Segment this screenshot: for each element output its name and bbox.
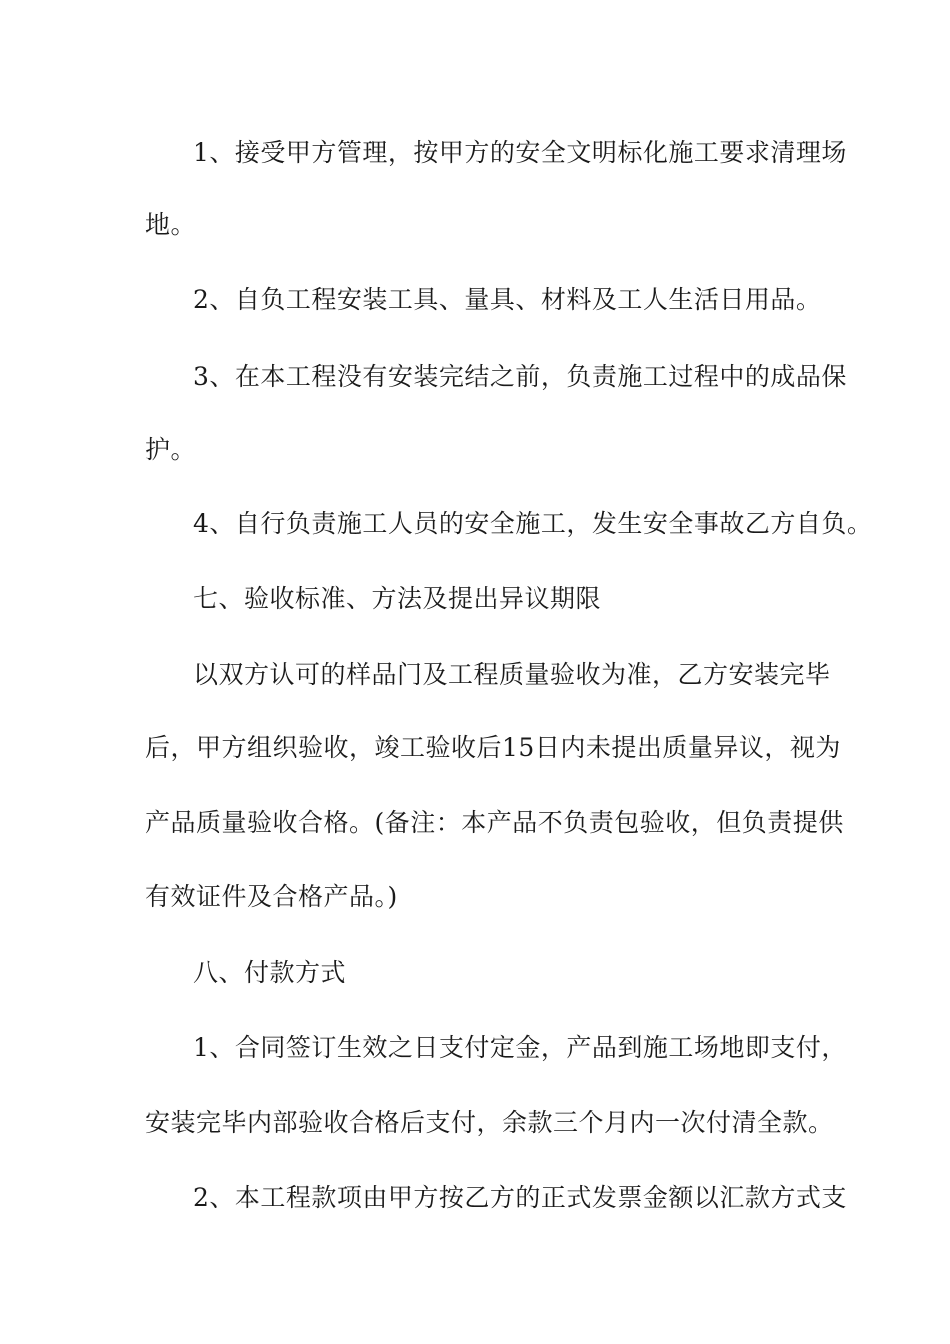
clause-4-line-1: 4、自行负责施工人员的安全施工，发生安全事故乙方自负。 bbox=[193, 509, 873, 538]
section-7-heading: 七、验收标准、方法及提出异议期限 bbox=[193, 584, 602, 613]
section-8-heading: 八、付款方式 bbox=[193, 958, 347, 987]
section-7-para-line-2: 后，甲方组织验收，竣工验收后15日内未提出质量异议，视为 bbox=[145, 733, 841, 762]
clause-1-line-2: 地。 bbox=[145, 210, 197, 239]
clause-2-line-1: 2、自负工程安装工具、量具、材料及工人生活日用品。 bbox=[193, 285, 822, 314]
clause-1-line-1: 1、接受甲方管理，按甲方的安全文明标化施工要求清理场 bbox=[193, 138, 847, 167]
payment-2-line-1: 2、本工程款项由甲方按乙方的正式发票金额以汇款方式支 bbox=[193, 1183, 847, 1212]
payment-1-line-2: 安装完毕内部验收合格后支付，余款三个月内一次付清全款。 bbox=[145, 1108, 834, 1137]
clause-3-line-2: 护。 bbox=[145, 435, 197, 464]
section-7-para-line-1: 以双方认可的样品门及工程质量验收为准，乙方安装完毕 bbox=[193, 660, 831, 689]
clause-3-line-1: 3、在本工程没有安装完结之前，负责施工过程中的成品保 bbox=[193, 362, 847, 391]
section-7-para-line-3: 产品质量验收合格。(备注：本产品不负责包验收，但负责提供 bbox=[145, 808, 844, 837]
section-7-para-line-4: 有效证件及合格产品。) bbox=[145, 882, 398, 911]
payment-1-line-1: 1、合同签订生效之日支付定金，产品到施工场地即支付， bbox=[193, 1033, 847, 1062]
